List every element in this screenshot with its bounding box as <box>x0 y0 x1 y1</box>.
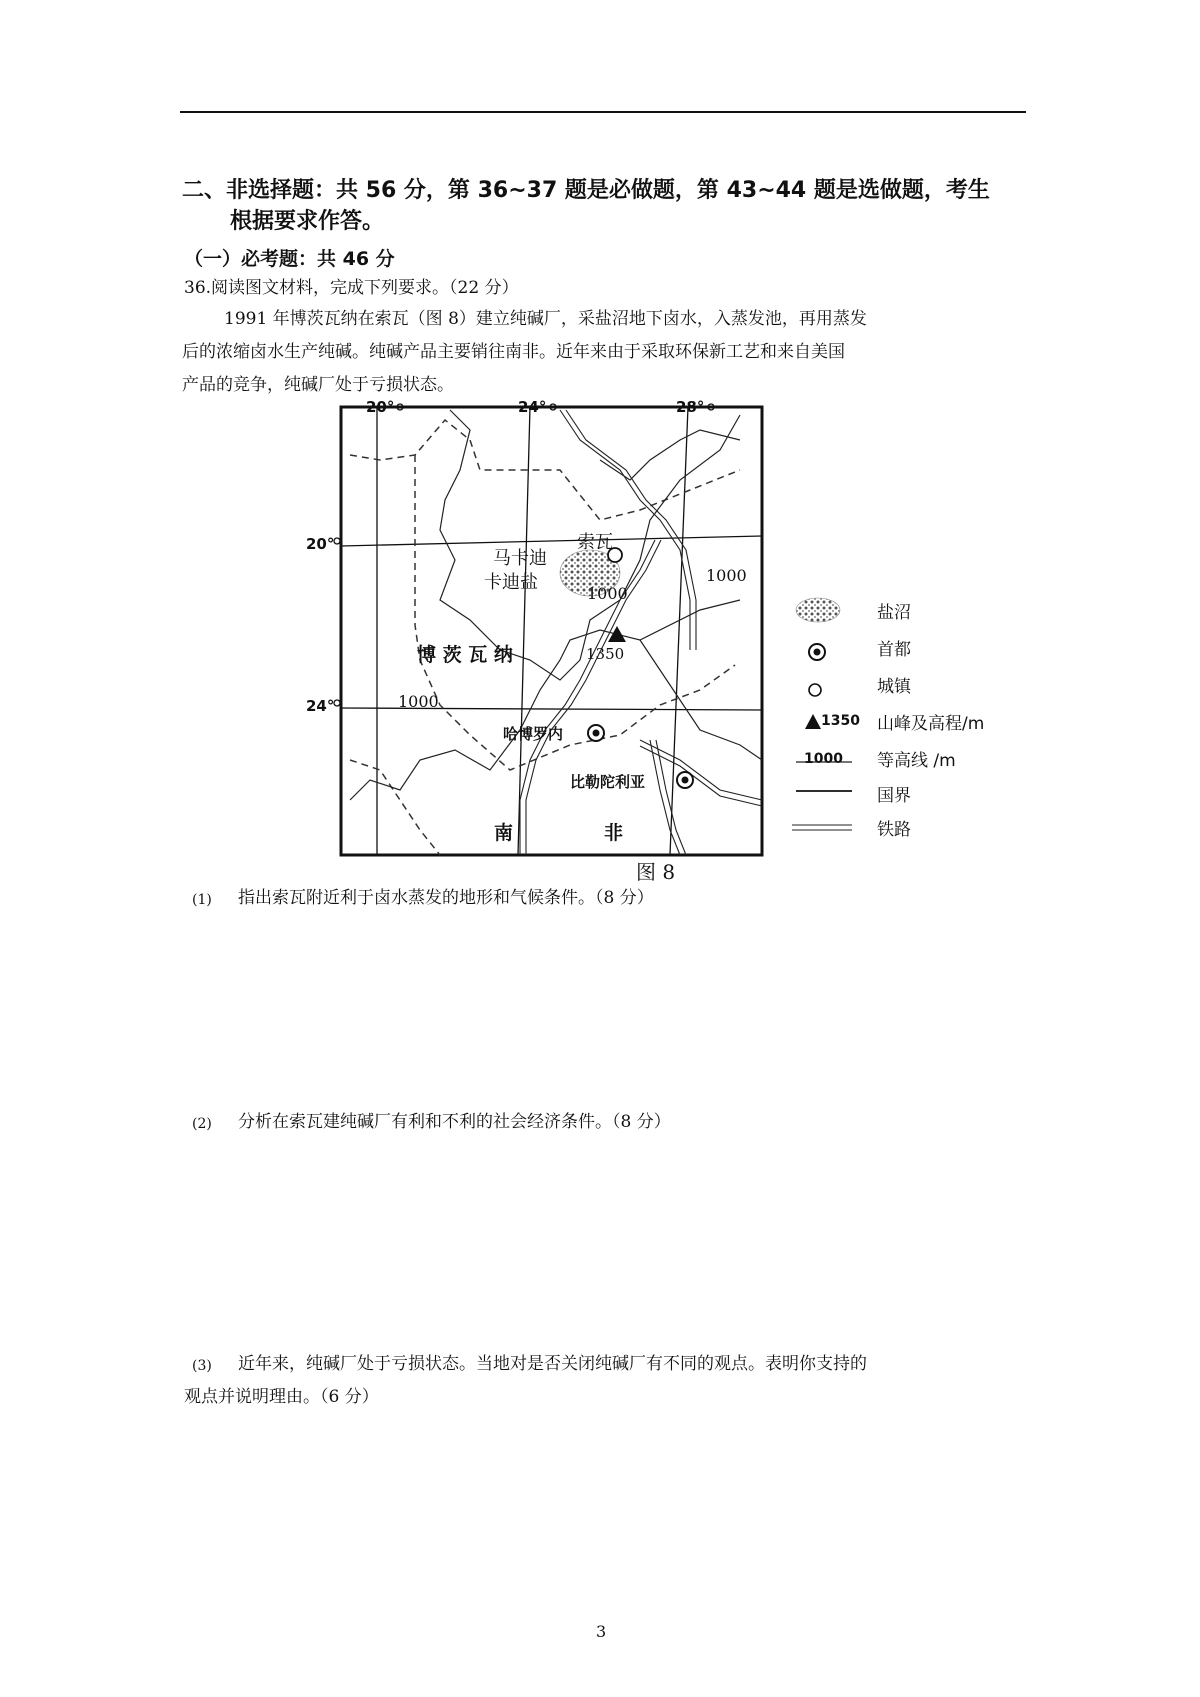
legend-peak: 山峰及高程/m <box>877 714 985 734</box>
lat-label-20: 20° <box>306 535 335 553</box>
country-south-africa-2: 非 <box>604 822 624 844</box>
sub-title: （一）必考题：共 46 分 <box>184 248 395 270</box>
city-pretoria: 比勒陀利亚 <box>570 773 646 791</box>
legend-town-symbol <box>809 684 821 696</box>
border-line <box>350 420 740 520</box>
question-head: 36.阅读图文材料，完成下列要求。（22 分） <box>184 278 519 298</box>
legend-border: 国界 <box>877 786 911 806</box>
section-title: 二、非选择题：共 56 分，第 36~37 题是必做题，第 43~44 题是选做题，考生 <box>182 178 990 203</box>
border-line-sw <box>350 760 440 855</box>
legend-salt-marsh-symbol <box>796 598 840 622</box>
city-gaborone: 哈博罗内 <box>503 725 564 743</box>
material-line-1: 1991 年博茨瓦纳在索瓦（图 8）建立纯碱厂，采盐沼地下卤水，入蒸发池，再用蒸发 <box>224 309 867 329</box>
lon-label-20: 20° <box>366 398 395 416</box>
peak-elevation: 1350 <box>586 645 625 663</box>
contour-ne <box>600 430 740 480</box>
place-makadi-line2: 卡迪盐 <box>484 572 538 593</box>
contour-label-1000: 1000 <box>587 584 628 603</box>
legend-contour-value: 1000 <box>804 751 843 767</box>
country-south-africa-1: 南 <box>494 822 514 844</box>
lon-label-28: 28° <box>676 398 705 416</box>
lat-label-24: 24° <box>306 697 335 715</box>
legend-peak-value: 1350 <box>821 713 860 729</box>
contour-label-1000-west: 1000 <box>398 692 439 711</box>
figure-caption: 图 8 <box>636 860 676 884</box>
legend-town: 城镇 <box>877 677 911 697</box>
meridian-24 <box>518 407 530 855</box>
material-line-2: 后的浓缩卤水生产纯碱。纯碱产品主要销往南非。近年来由于采取环保新工艺和来自美国 <box>182 342 845 362</box>
parallel-20 <box>341 536 762 546</box>
question-2-number: (2) <box>192 1116 212 1132</box>
question-1-number: (1) <box>192 892 212 908</box>
peak-symbol <box>608 626 626 642</box>
page-number: 3 <box>596 1622 607 1641</box>
question-3-text-cont: 观点并说明理由。（6 分） <box>184 1387 379 1407</box>
place-sowa: 索瓦 <box>577 532 613 553</box>
legend-railway: 铁路 <box>877 820 911 840</box>
legend-capital: 首都 <box>877 640 911 660</box>
legend-salt-marsh: 盐沼 <box>877 603 911 623</box>
contour-label-1000-east: 1000 <box>706 566 747 585</box>
place-makadi-line1: 马卡迪 <box>493 548 547 569</box>
country-botswana: 博 茨 瓦 纳 <box>417 644 513 666</box>
contour-se <box>640 640 762 760</box>
section-title-cont: 根据要求作答。 <box>230 209 385 234</box>
question-1-text: 指出索瓦附近利于卤水蒸发的地形和气候条件。（8 分） <box>238 888 654 908</box>
border-line-south <box>415 455 735 770</box>
map-frame <box>341 407 762 855</box>
lon-label-24: 24° <box>518 398 547 416</box>
question-2-text: 分析在索瓦建纯碱厂有利和不利的社会经济条件。（8 分） <box>238 1112 671 1132</box>
legend-peak-symbol <box>805 714 821 729</box>
question-3-number: (3) <box>192 1358 212 1374</box>
material-line-3: 产品的竞争，纯碱厂处于亏损状态。 <box>182 375 454 395</box>
legend-contour: 等高线 /m <box>877 751 956 771</box>
question-3-text: 近年来，纯碱厂处于亏损状态。当地对是否关闭纯碱厂有不同的观点。表明你支持的 <box>238 1354 867 1374</box>
